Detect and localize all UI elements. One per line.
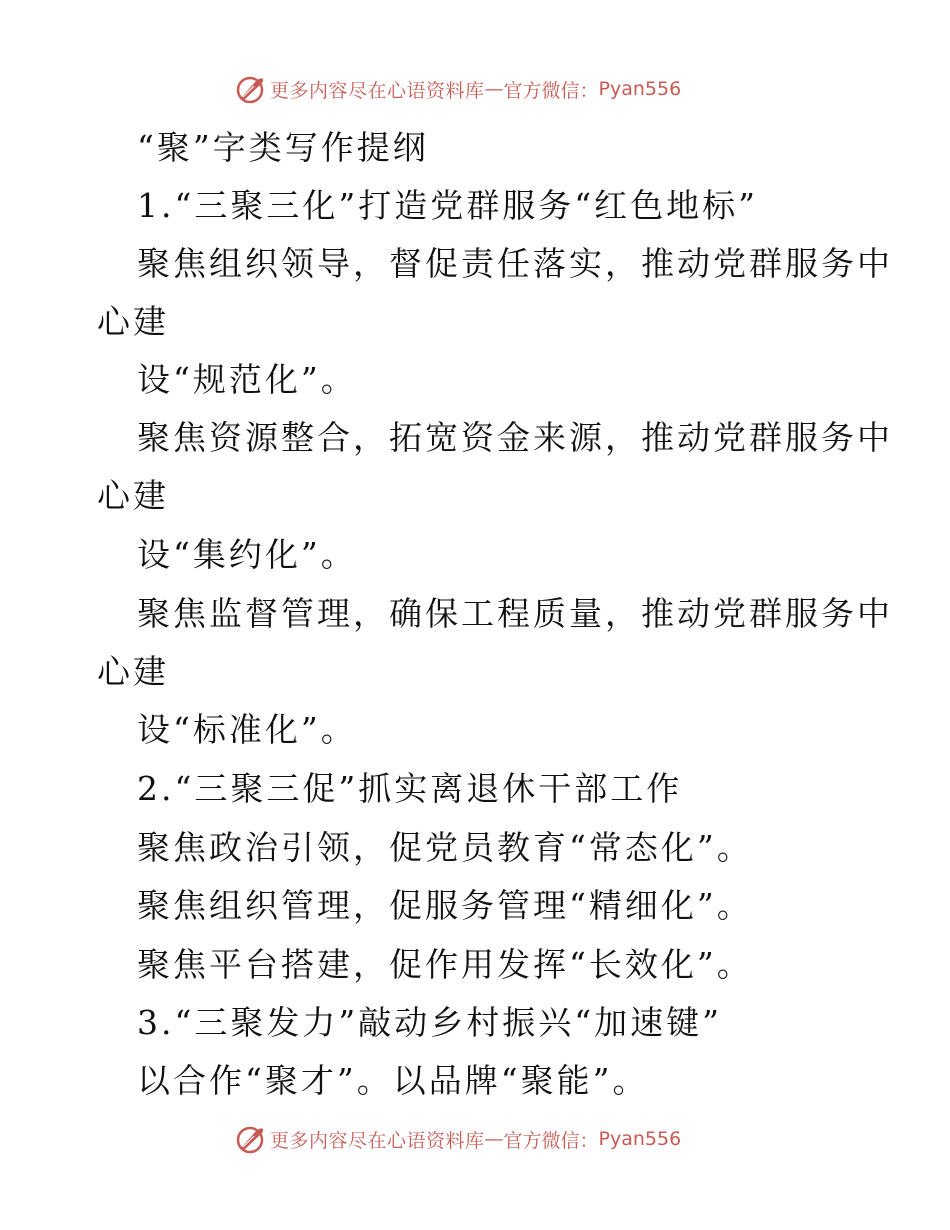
document-title: “聚”字类写作提纲 (137, 128, 429, 167)
quill-pen-logo-icon (234, 73, 266, 105)
paragraph-line: 聚焦平台搭建，促作用发挥“长效化”。 (137, 945, 753, 984)
footer-watermark (234, 1122, 681, 1156)
watermark-wechat-label: 官方微信： (503, 79, 599, 102)
paragraph-line: 设“集约化”。 (137, 535, 357, 574)
paragraph-line: 心建 (97, 476, 169, 515)
watermark-dash: — (484, 78, 504, 100)
quill-pen-logo-icon (234, 1123, 266, 1155)
watermark-wechat-id: Pyan556 (598, 78, 682, 100)
heading-2: 2.“三聚三促”抓实离退休干部工作 (137, 769, 683, 808)
paragraph-line: 聚焦资源整合，拓宽资金来源，推动党群服务中 (137, 418, 893, 457)
paragraph-line: 设“标准化”。 (137, 710, 357, 749)
paragraph-line: 设“规范化”。 (137, 360, 357, 399)
watermark-wechat-id: Pyan556 (598, 1128, 682, 1150)
paragraph-line: 以合作“聚才”。以品牌“聚能”。 (137, 1061, 649, 1100)
heading-3: 3.“三聚发力”敲动乡村振兴“加速键” (137, 1003, 722, 1042)
watermark-wechat-label: 官方微信： (503, 1129, 599, 1152)
heading-1: 1.“三聚三化”打造党群服务“红色地标” (137, 186, 758, 225)
header-watermark (234, 72, 681, 106)
paragraph-line: 聚焦监督管理，确保工程质量，推动党群服务中 (137, 594, 893, 633)
watermark-text: 更多内容尽在心语资料库 (270, 1129, 485, 1152)
watermark-text: 更多内容尽在心语资料库 (270, 79, 485, 102)
paragraph-line: 聚焦政治引领，促党员教育“常态化”。 (137, 828, 753, 867)
paragraph-line: 心建 (97, 302, 169, 341)
paragraph-line: 心建 (97, 652, 169, 691)
paragraph-line: 聚焦组织领导，督促责任落实，推动党群服务中 (137, 244, 893, 283)
paragraph-line: 聚焦组织管理，促服务管理“精细化”。 (137, 886, 753, 925)
watermark-dash: — (484, 1128, 504, 1150)
